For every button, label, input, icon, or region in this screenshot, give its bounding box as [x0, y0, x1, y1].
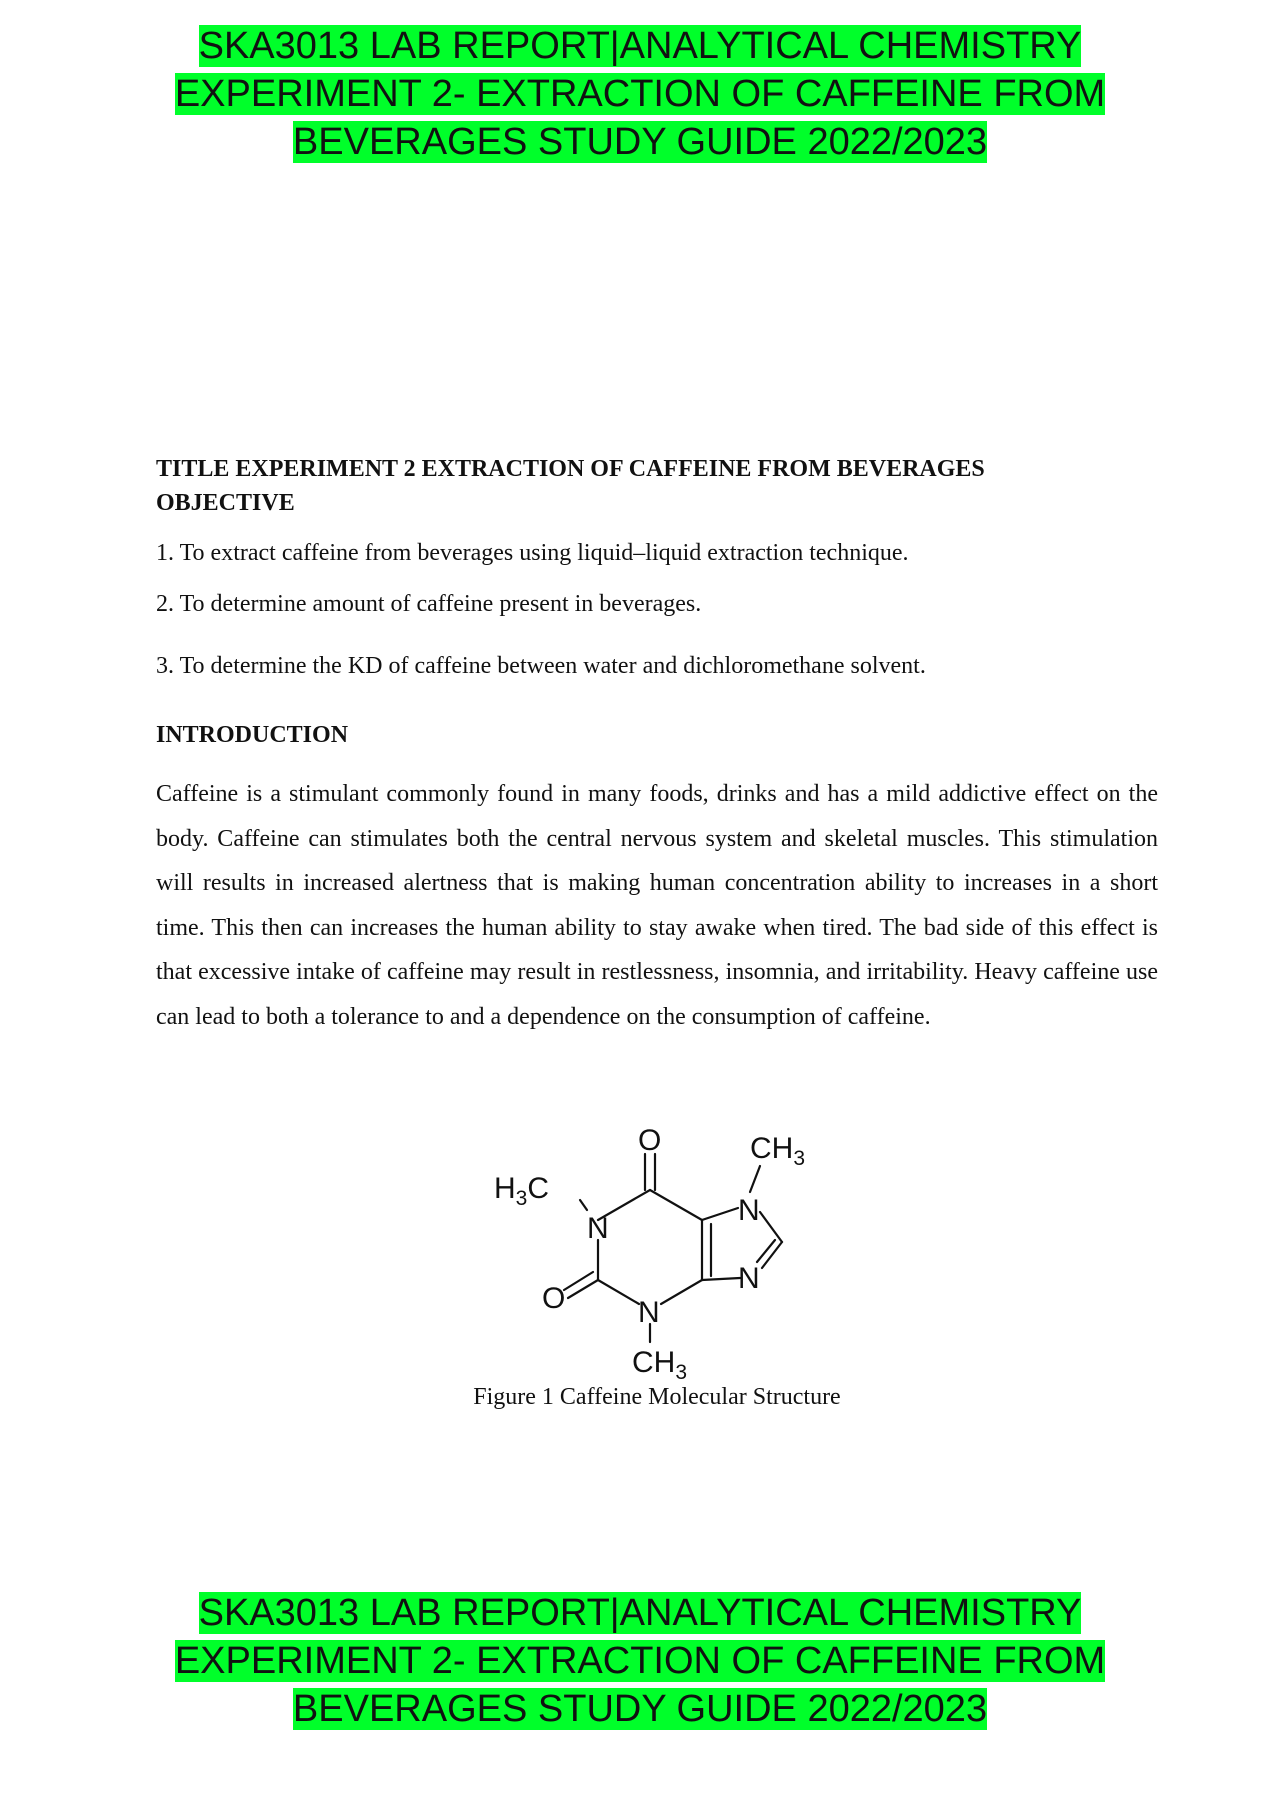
- banner-line-3: BEVERAGES STUDY GUIDE 2022/2023: [292, 121, 988, 163]
- banner-line-3: BEVERAGES STUDY GUIDE 2022/2023: [292, 1688, 988, 1730]
- objective-item-1: 1. To extract caffeine from beverages using liquid–liquid extraction technique.: [156, 540, 909, 566]
- atom-nitrogen-9: N: [738, 1262, 760, 1295]
- methyl-group-bottom: $CH_3$: [632, 1346, 688, 1380]
- introduction-heading-block: [156, 718, 1158, 752]
- figure-caption: Figure 1 Caffeine Molecular Structure: [473, 1384, 841, 1410]
- banner-line-2: EXPERIMENT 2- EXTRACTION OF CAFFEINE FROM: [174, 1640, 1106, 1682]
- atom-nitrogen-1: N: [587, 1212, 609, 1245]
- objective-item-2: 2. To determine amount of caffeine present in beverages.: [156, 591, 702, 617]
- methyl-group-left: $H_3C$: [494, 1172, 550, 1210]
- header-banner: [0, 22, 1280, 166]
- introduction-heading: INTRODUCTION: [156, 722, 349, 748]
- methyl-group-top-right: $CH_3$: [750, 1132, 806, 1170]
- introduction-paragraph: Caffeine is a stimulant commonly found in many foods, drinks and has a mild addictive effect on the body. Caffeine can stimulates both the central nervous system and skeletal muscles. This stimulation will results in increased alertness that is making human concentration ability to increases in a short time. This then can increases the human ability to stay awake when tired. The bad side of this effect is that excessive intake of caffeine may result in restlessness, insomnia, and irritability. Heavy caffeine use can lead to both a tolerance to and a dependence on the consumption of caffeine.: [156, 781, 1158, 1030]
- objective-item-3: 3. To determine the KD of caffeine between water and dichloromethane solvent.: [156, 653, 926, 679]
- atom-oxygen-top: O: [638, 1124, 662, 1157]
- objectives-list: [156, 540, 1158, 690]
- objective-heading: OBJECTIVE: [156, 490, 295, 516]
- figure-caption-block: [156, 1384, 1158, 1416]
- banner-line-1: SKA3013 LAB REPORT|ANALYTICAL CHEMISTRY: [198, 1592, 1082, 1634]
- caffeine-structure-diagram: [480, 1110, 840, 1380]
- title-block: [156, 452, 1158, 516]
- atom-oxygen-left: O: [542, 1282, 566, 1315]
- banner-line-1: SKA3013 LAB REPORT|ANALYTICAL CHEMISTRY: [198, 25, 1082, 67]
- banner-line-2: EXPERIMENT 2- EXTRACTION OF CAFFEINE FROM: [174, 73, 1106, 115]
- document-title: TITLE EXPERIMENT 2 EXTRACTION OF CAFFEINE FROM BEVERAGES: [156, 456, 985, 482]
- footer-banner: [0, 1589, 1280, 1733]
- atom-nitrogen-7: N: [738, 1194, 760, 1227]
- atom-nitrogen-3: N: [638, 1296, 660, 1329]
- introduction-section: [156, 772, 1158, 1092]
